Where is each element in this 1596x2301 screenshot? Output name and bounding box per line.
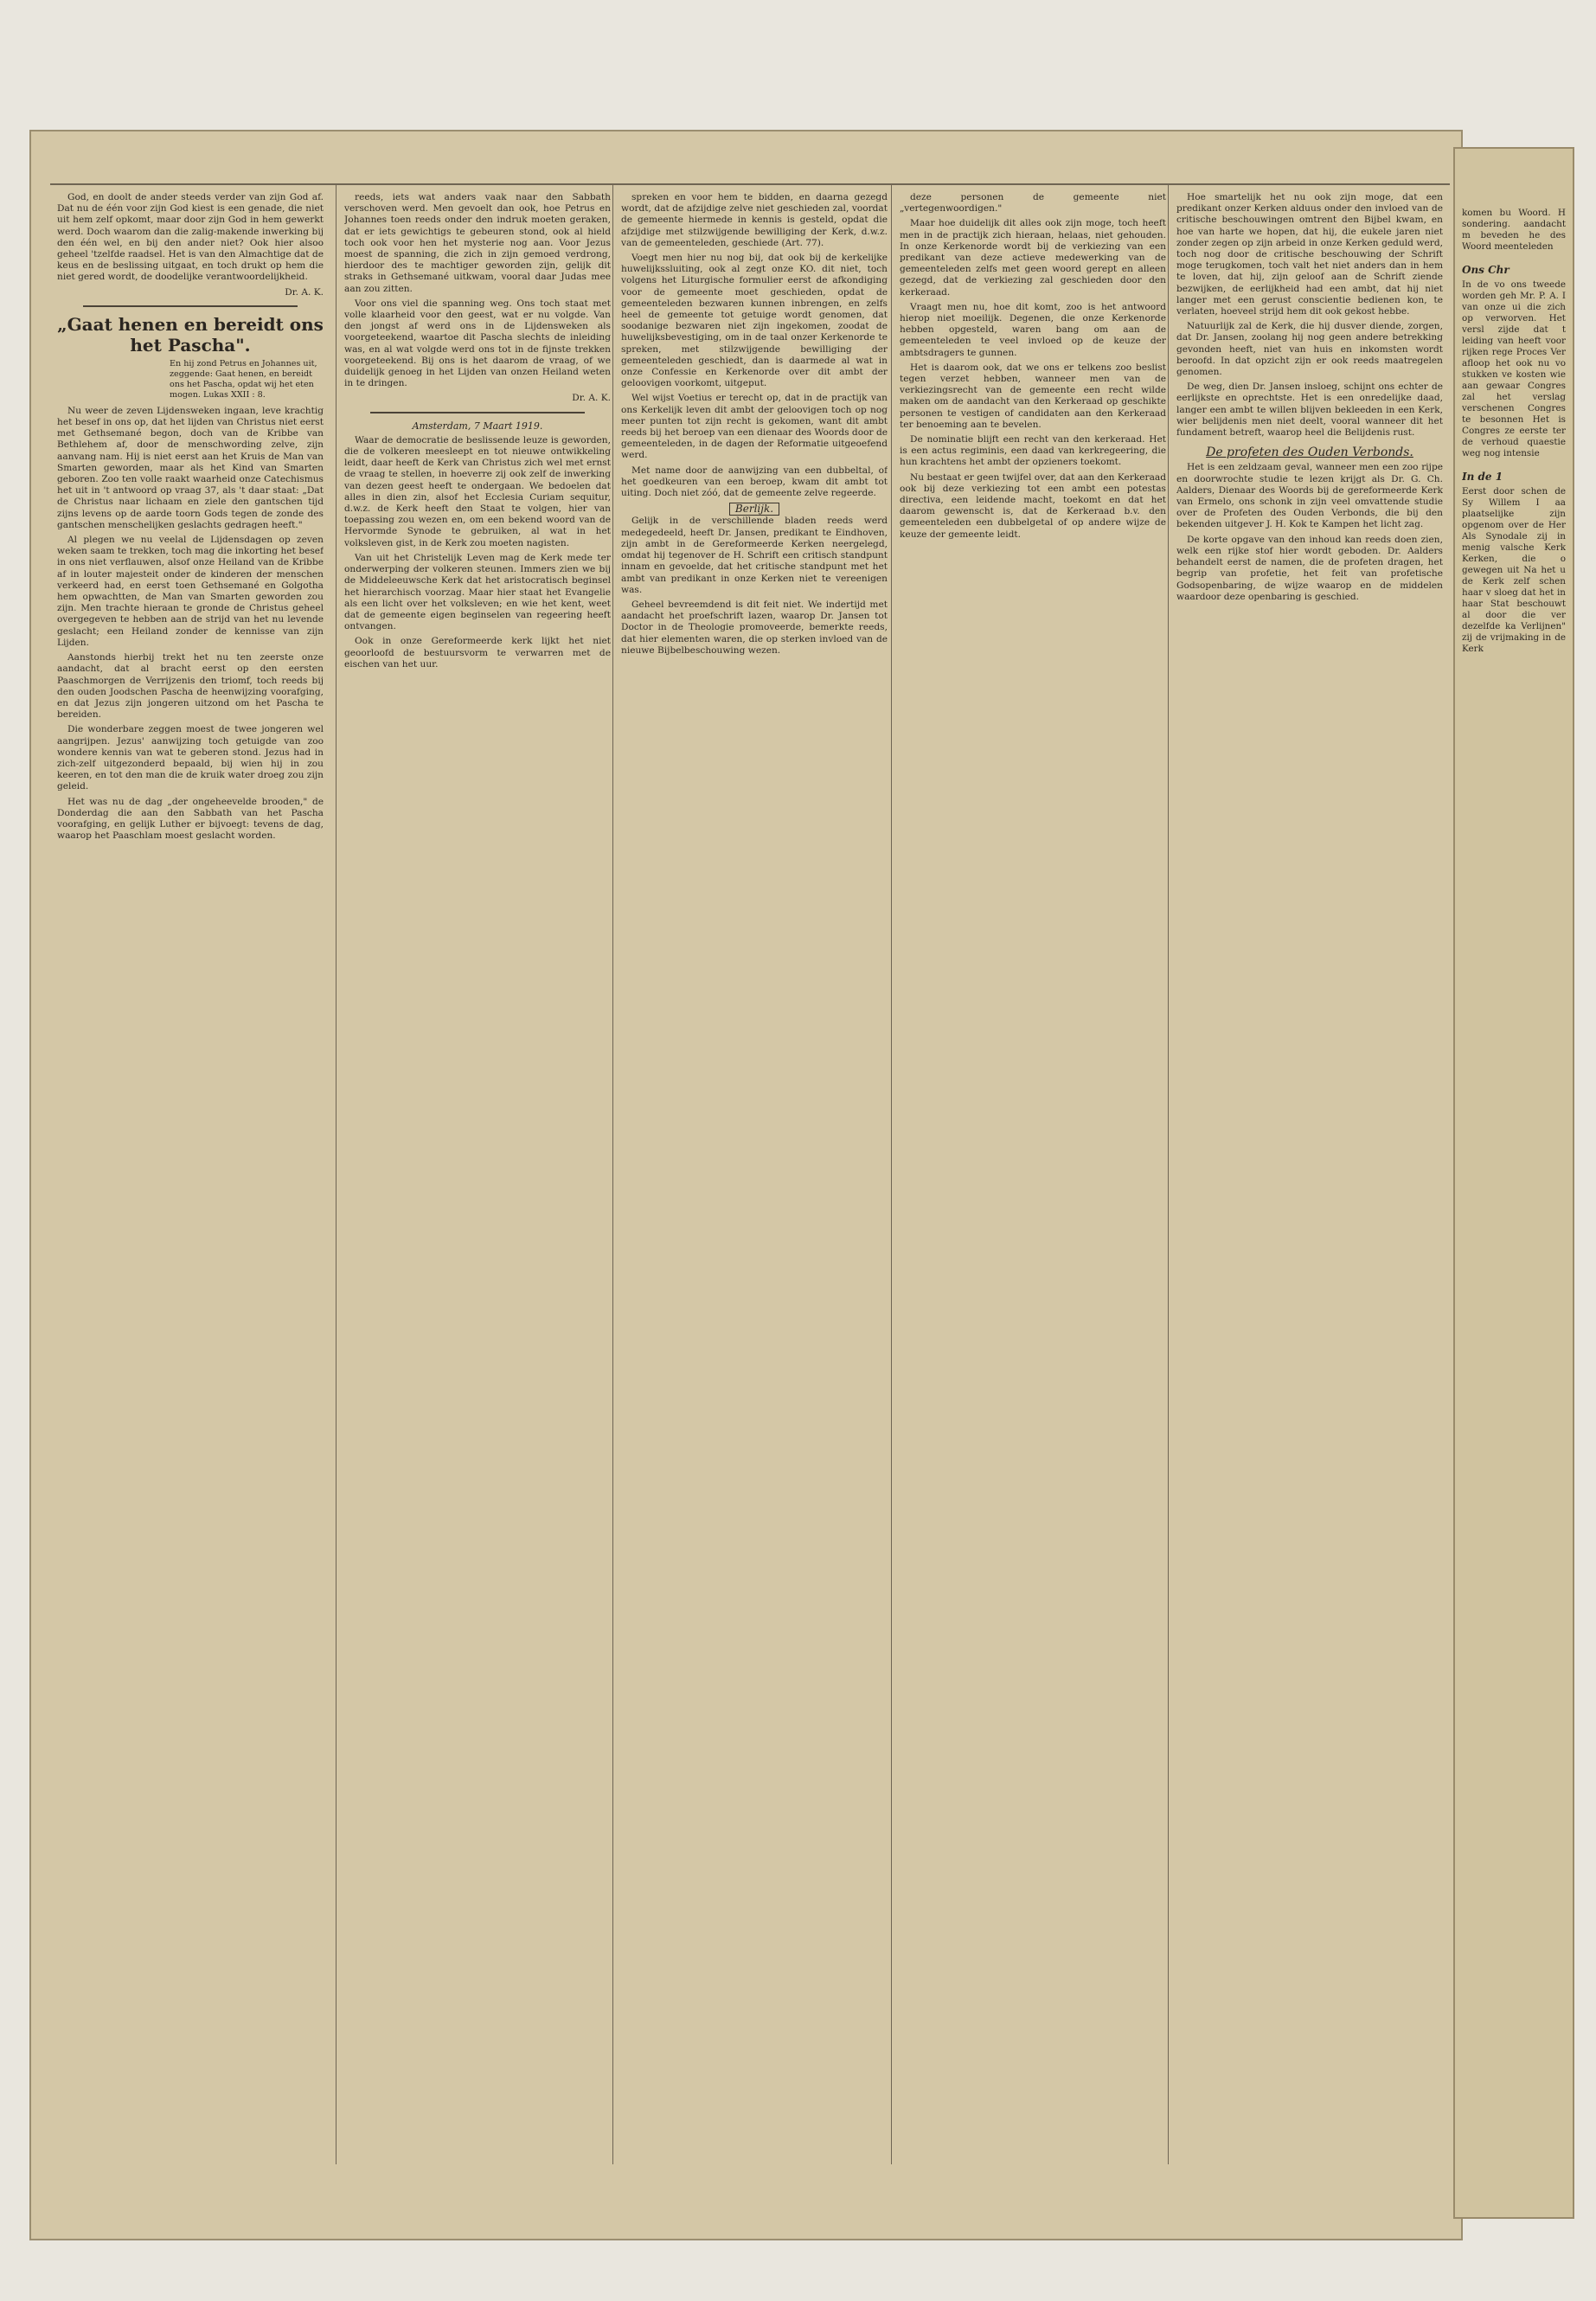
paragraph: Het is een zeldzaam geval, wanneer men een zoo rijpe en doorwrochte studie te lezen krijgt als Dr. G. Ch. Aalders, Dienaar des Woords bij de gereformeerde Kerk van Ermelo, ons schonk in zijn veel omvattende studie over de Profeten des Ouden Verbonds, die bij den bekenden uitgever J. H. Kok te Kampen het licht zag. [1176, 462, 1443, 530]
paragraph: In de vo ons tweede worden geh Mr. P. A. I van onze ui die zich op verworven. Het versl zijde dat t leiding van heeft voor rijken rege Proces Ver afloop het ook nu vo stukken ve kosten wie aan gewaar Congres zal het verslag verschenen Congres te besonnen Het is Congres ze eerste ter de verhoud quaestie weg nog intensie [1462, 279, 1566, 458]
paragraph: Hoe smartelijk het nu ook zijn moge, dat een predikant onzer Kerken alduus onder den invloed van de critische beschouwingen omtrent den Bijbel kwam, en hoe van harte we hopen, dat hij, die eukele jaren niet zonder zegen op zijn arbeid in onze Kerken geduld werd, toch nog door de critische beschouwing der Schrift moge terugkomen, toch valt het niet anders dan in hem te loven, dat hij, zijn geloof aan de Schrift ziende bezwijken, de eerlijkheid had een ambt, dat hij niet langer met een gerust conscientie bedienen kon, te verlaten, hoeveel strijd hem dit ook gekost hebbe. [1176, 192, 1443, 317]
paragraph: Met name door de aanwijzing van een dubbeltal, of het goedkeuren van een beroep, kwam dit ambt tot uiting. Doch niet zóó, dat de gemeente zelve regeerde. [621, 465, 888, 499]
paragraph: Van uit het Christelijk Leven mag de Kerk mede ter onderwerping der volkeren steunen. Immers zien we bij de Middeleeuwsche Kerk dat het aristocratisch beginsel het hierarchisch voorzag. Maar hier staat het Evangelie als een licht over het volksleven; en wie het kent, weet dat de gemeente eigen beginselen van regeering heeft ontvangen. [344, 552, 611, 632]
paragraph: Maar hoe duidelijk dit alles ook zijn moge, toch heeft men in de practijk zich hieraan, helaas, niet gehouden. In onze Kerkenorde wordt bij de verkiezing van een predikant van deze actieve medewerking van de gemeenteleden zelfs met geen woord gerept en alleen gezegd, dat de verkiezing zal geschieden door den kerkeraad. [900, 218, 1166, 298]
column-divider [891, 183, 892, 2164]
divider [83, 305, 298, 307]
dateline: Amsterdam, 7 Maart 1919. [412, 420, 543, 432]
section-title: Ons Chr [1462, 264, 1509, 276]
paragraph: Geheel bevreemdend is dit feit niet. We indertijd met aandacht het proefschrift lazen, waarop Dr. Jansen tot Doctor in de Theologie promoveerde, bemerkte reeds, dat hier elementen waren, die op sterken invloed van de nieuwe Bijbelbeschouwing wezen. [621, 599, 888, 656]
adjacent-page [1453, 147, 1574, 2219]
scripture-motto: En hij zond Petrus en Johannes uit, zeggende: Gaat henen, en bereidt ons het Pascha, opdat wij het eten mogen. Lukas XXII : 8. [170, 358, 317, 400]
paragraph: Gelijk in de verschillende bladen reeds werd medegedeeld, heeft Dr. Jansen, predikant te Eindhoven, zijn ambt in de Gereformeerde Kerken neergelegd, omdat hij tegenover de H. Schrift een critisch standpunt innam en gevoelde, dat het critische standpunt met het ambt van predikant in onze Kerken niet te vereenigen was. [621, 516, 888, 595]
column-divider [336, 183, 337, 2164]
paragraph: Al plegen we nu veelal de Lijdensdagen op zeven weken saam te trekken, toch mag die inkorting het besef in ons niet verflauwen, alsof onze Heiland van de Kribbe af in louter majesteit onder de kinderen der menschen verkeerd had, en eerst toen Gethsemané en Golgotha hem opwachtten, de Man van Smarten geworden zou zijn. Men trachte hieraan te gronde de Christus geheel overgegeven te hebben aan de strijd van het nu levende geslacht; een Heiland zonder de kennisse van zijn Lijden. [57, 535, 324, 648]
paragraph: Voor ons viel die spanning weg. Ons toch staat met volle klaarheid voor den geest, wat er nu volgde. Van den jongst af werd ons in de Lijdensweken als voorgeteekend, waartoe dit Pascha slechts de inleiding was, en al wat volgde werd ons tot in de fijnste trekken voorgeteekend. Bij ons is het daarom de vraag, of we duidelijk genoeg in het Lijden van onzen Heiland weten in te dringen. [344, 298, 611, 389]
paragraph: spreken en voor hem te bidden, en daarna gezegd wordt, dat de afzijdige zelve niet geschieden zal, voordat de gemeente hiermede in kennis is gesteld, opdat die afzijdige met stilzwijgende bewilliging der Kerk, d.w.z. van de gemeenteleden, geschiede (Art. 77). [621, 192, 888, 248]
top-rule [50, 183, 1450, 185]
column-4 [900, 192, 1166, 2112]
paragraph: Waar de democratie de beslissende leuze is geworden, die de volkeren meesleept en tot nieuwe ontwikkeling leidt, daar heeft de Kerk van Christus zich wel met ernst de vraag te stellen, in hoeverre zij ook zelf de inwerking van dezen geest heeft te ondergaan. We bedoelen dat alles in dien zin, alsof het Ecclesia Curiam sequitur, d.w.z. de Kerk heeft den Staat te volgen, hier van toepassing zou wezen en, om een bekend woord van de Hervormde Synode te gebruiken, al wat in het volksleven gist, in de Kerk zou moeten nagisten. [344, 434, 611, 548]
paragraph: Eerst door schen de Sy Willem I aa plaatselijke zijn opgenom over de Her Als Synodale zij in menig valsche Kerk Kerken, die o gewegen uit Na het u de Kerk zelf schen haar v sloeg dat het in haar Stat beschouwt al door die ver dezelfde ka Verlijnen" zij de vrijmaking in de Kerk [1462, 486, 1566, 654]
divider [370, 412, 585, 413]
adjacent-page-column [1462, 208, 1566, 2180]
paragraph: Aanstonds hierbij trekt het nu ten zeerste onze aandacht, dat al bracht eerst op den eersten Paaschmorgen de Verrijzenis den triomf, toch reeds bij den ouden Joodschen Pascha de heenwijzing voorafging, en dat Jezus zijn jongeren uitzond om het Pascha te bereiden. [57, 652, 324, 721]
paragraph: Wel wijst Voetius er terecht op, dat in de practijk van ons Kerkelijk leven dit ambt der geloovigen toch op nog meer punten tot zijn recht is gekomen, want dit ambt reeds bij het beroep van een dienaar des Woords door de gemeenteleden, in de dagen der Reformatie uitgeoefend werd. [621, 393, 888, 461]
section-title: In de 1 [1462, 471, 1503, 483]
signature: Dr. A. K. [572, 393, 611, 404]
section-subhead: De profeten des Ouden Verbonds. [1206, 445, 1413, 460]
paragraph: Nu bestaat er geen twijfel over, dat aan den Kerkeraad ook bij deze verkiezing tot een ambt een potestas directiva, een leidende macht, toekomt en dat het daarom gewenscht is, dat de Kerkeraad b.v. den gemeenteleden een dubbelgetal of op andere wijze de keuze der gemeente leidt. [900, 471, 1166, 540]
paragraph: Die wonderbare zeggen moest de twee jongeren wel aangrijpen. Jezus' aanwijzing toch getuigde van zoo wondere kennis van wat te geberen stond. Jezus had in zich-zelf uitgezonderd bepaald, bij wien hij in zou keeren, en tot den man die de kruik water droeg zou zijn geleid. [57, 724, 324, 792]
paragraph: Ook in onze Gereformeerde kerk lijkt het niet geoorloofd de bestuursvorm te verwarren met de eischen van het uur. [344, 636, 611, 670]
paragraph: Nu weer de zeven Lijdensweken ingaan, leve krachtig het besef in ons op, dat het lijden van Christus niet eerst met Gethsemané begon, doch van de Kribbe van Bethlehem af, door de menschwording zelve, zijn aanvang nam. Hij is niet eerst aan het Kruis de Man van Smarten geworden, maar als het Kind van Smarten geboren. Zoo ten volle raakt waarheid onze Catechismus het uit in 't antwoord op vraag 37, als 't daar staat: „Dat de Christus naar lichaam en ziele den gantschen tijd zijns levens op de aarde toorn Gods tegen de zonde des gantschen menschelijken geslachts gedragen heeft." [57, 405, 324, 530]
column-2 [344, 192, 611, 2112]
paragraph: De korte opgave van den inhoud kan reeds doen zien, welk een rijke stof hier wordt geboden. Dr. Aalders behandelt eerst de namen, die de profeten dragen, het begrip van profetie, het feit van profetische Godsopenbaring, de wijze waarop en de middelen waardoor deze openbaring is geschied. [1176, 534, 1443, 602]
column-divider [612, 183, 613, 2164]
paragraph: Natuurlijk zal de Kerk, die hij dusver diende, zorgen, dat Dr. Jansen, zoolang hij nog geen andere betrekking gevonden heeft, niet van huis en inkomsten wordt beroofd. In dat opzicht zijn er ook reeds maatregelen genomen. [1176, 321, 1443, 378]
paragraph: De nominatie blijft een recht van den kerkeraad. Het is een actus regiminis, een daad van kerkregeering, die hun krachtens het ambt der opzieners toekomt. [900, 434, 1166, 468]
subhead-wrap [621, 503, 888, 516]
section-subhead: Berlijk. [729, 503, 779, 516]
column-5 [1176, 192, 1443, 2112]
article-title: „Gaat henen en bereidt ons het Pascha". [57, 313, 324, 356]
paragraph: komen bu Woord. H sondering. aandacht m beveden he des Woord meenteleden [1462, 208, 1566, 252]
paragraph: De weg, dien Dr. Jansen insloeg, schijnt ons echter de eerlijkste en oprechtste. Het is een onredelijke daad, langer een ambt te willen blijven bekleeden in een Kerk, wier belijdenis men niet deelt, vooral wanneer dit het fundament betreft, waarop heel die Belijdenis rust. [1176, 381, 1443, 439]
paragraph: Vraagt men nu, hoe dit komt, zoo is het antwoord hierop niet moeilijk. Degenen, die onze Kerkenorde hebben opgesteld, waren bang om aan de gemeenteleden te veel invloed op de keuze der ambtsdragers te gunnen. [900, 301, 1166, 358]
paragraph: Het was nu de dag „der ongeheevelde brooden," de Donderdag die aan den Sabbath van het Pascha voorafging, en gelijk Luther er bijvoegt: tevens de dag, waarop het Paaschlam moest geslacht worden. [57, 796, 324, 842]
column-1 [57, 192, 324, 2112]
paragraph: reeds, iets wat anders vaak naar den Sabbath verschoven werd. Men gevoelt dan ook, hoe Petrus en Johannes toen reeds onder den indruk moeten geraken, dat er iets gewichtigs te gebeuren stond, ook al hield toch ook voor hen het mysterie nog aan. Voor Jezus moest de spanning, die zich in zijn gemoed verdrong, hierdoor des te machtiger geworden zijn, gelijk dit straks in Gethsemané uitkwam, vooral daar Judas mee aan zou zitten. [344, 192, 611, 294]
paragraph: deze personen de gemeente niet „vertegenwoordigen." [900, 192, 1166, 215]
column-divider [1168, 183, 1169, 2164]
paragraph: Het is daarom ook, dat we ons er telkens zoo beslist tegen verzet hebben, wanneer men van de verkiezingsrecht van de gemeente een recht wilde maken om de aandacht van den Kerkeraad op geschikte personen te vestigen of candidaten aan den Kerkeraad ter benoeming aan te bevelen. [900, 362, 1166, 430]
paragraph: Voegt men hier nu nog bij, dat ook bij de kerkelijke huwelijkssluiting, ook al zegt onze KO. dit niet, toch volgens het Liturgische formulier eerst de afkondiging voor de gemeente moet geschieden, opdat de gemeenteleden bezwaren kunnen inbrengen, en zelfs heel de gemeente tot getuige wordt genomen, dat soodanige bezwaren niet zijn ingekomen, zoodat de huwelijksbevestiging, om in de taal onzer Kerkenorde te spreken, met stilzwijgende bewilliging der gemeenteleden geschiedt, dan is daarmede al wat in onze Confessie en Kerkenorde over dit ambt der geloovigen voorkomt, uitgeput. [621, 253, 888, 389]
signature: Dr. A. K. [285, 286, 324, 298]
column-3 [621, 192, 888, 2112]
paragraph: God, en doolt de ander steeds verder van zijn God af. Dat nu de één voor zijn God kiest is een genade, die niet uit hem zelf opkomt, maar door zijn God in hem gewerkt werd. Doch waarom dan die zalig-makende inwerking bij den één wel, en bij den ander niet? Ook hier alsoo geheel 'tzelfde raadsel. Het is van den Almachtige dat de keus en de beslissing uitgaat, en toch drukt op hem die niet gered wordt, de doodelijke verantwoordelijkheid. [57, 192, 324, 283]
